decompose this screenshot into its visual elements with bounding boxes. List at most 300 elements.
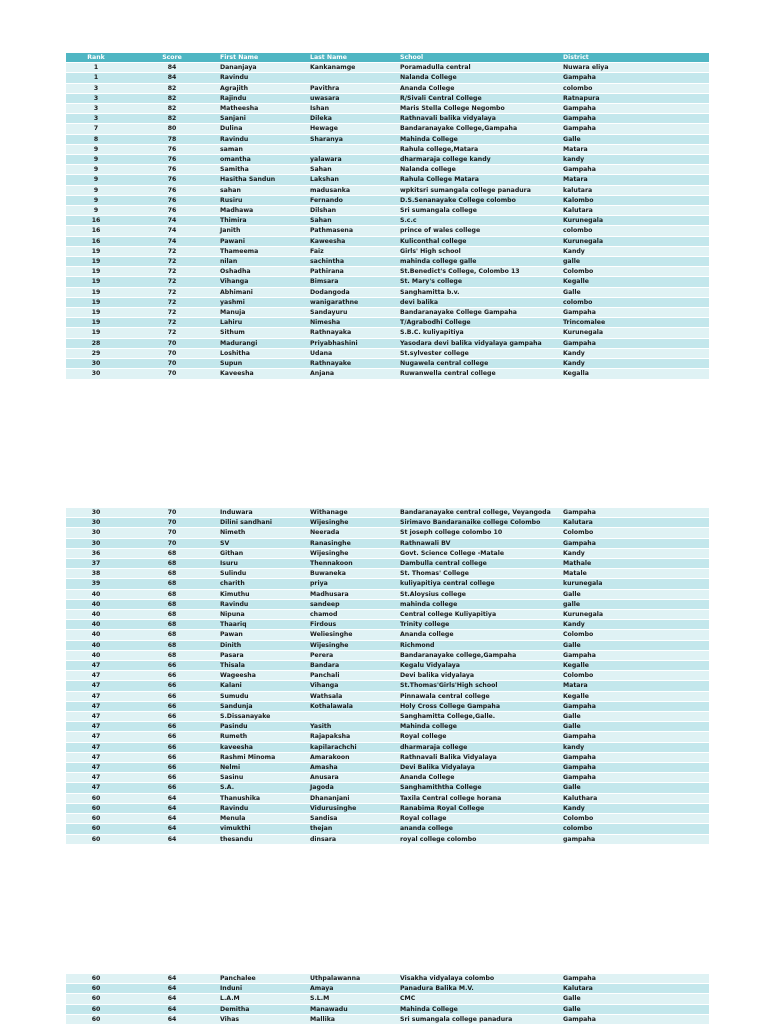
cell-last-name: [308, 73, 398, 83]
cell-rank: 47: [66, 681, 126, 691]
cell-first-name: Kalani: [218, 681, 308, 691]
cell-score: 66: [126, 783, 218, 793]
cell-rank: 9: [66, 144, 126, 154]
cell-district: Kurunegala: [561, 610, 709, 620]
cell-rank: 36: [66, 548, 126, 558]
cell-last-name: Pathmasena: [308, 226, 398, 236]
cell-score: 68: [126, 559, 218, 569]
table-row: [66, 216, 709, 226]
cell-district: Galle: [561, 712, 709, 722]
cell-first-name: Ravindu: [218, 73, 308, 83]
cell-first-name: Sulindu: [218, 569, 308, 579]
table-row: [66, 114, 709, 124]
cell-rank: 9: [66, 165, 126, 175]
cell-district: Kandy: [561, 246, 709, 256]
cell-school: Yasodara devi balika vidyalaya gampaha: [398, 338, 561, 348]
cell-district: Kegalle: [561, 691, 709, 701]
cell-school: Bandaranayake College,Gampaha: [398, 124, 561, 134]
table-row: [66, 93, 709, 103]
table-row: [66, 236, 709, 246]
cell-first-name: Wageesha: [218, 671, 308, 681]
table-row: [66, 559, 709, 569]
table-row: [66, 773, 709, 783]
cell-school: Girls' High school: [398, 246, 561, 256]
cell-rank: 60: [66, 1004, 126, 1014]
table-row: [66, 783, 709, 793]
cell-rank: 19: [66, 328, 126, 338]
cell-district: Gampaha: [561, 773, 709, 783]
table-row: [66, 610, 709, 620]
cell-district: Kurunegala: [561, 328, 709, 338]
cell-first-name: Samitha: [218, 165, 308, 175]
cell-first-name: Hasitha Sandun: [218, 175, 308, 185]
cell-district: Gampaha: [561, 752, 709, 762]
cell-first-name: Githan: [218, 548, 308, 558]
cell-first-name: sahan: [218, 185, 308, 195]
cell-first-name: Thanushika: [218, 793, 308, 803]
cell-last-name: Udana: [308, 348, 398, 358]
cell-last-name: wanigarathne: [308, 297, 398, 307]
cell-first-name: Pasara: [218, 650, 308, 660]
cell-rank: 47: [66, 671, 126, 681]
cell-score: 64: [126, 1014, 218, 1024]
cell-score: 64: [126, 974, 218, 984]
cell-score: 70: [126, 369, 218, 379]
cell-last-name: Dileka: [308, 114, 398, 124]
table-row: [66, 620, 709, 630]
cell-score: 84: [126, 73, 218, 83]
cell-school: Sri sumangala college panadura: [398, 1014, 561, 1024]
cell-score: 68: [126, 640, 218, 650]
cell-school: mahinda college: [398, 599, 561, 609]
cell-last-name: Rathnayake: [308, 359, 398, 369]
ranking-table-3: [66, 974, 709, 1025]
cell-school: Kegalu Vidyalaya: [398, 661, 561, 671]
table-row: [66, 165, 709, 175]
cell-rank: 16: [66, 226, 126, 236]
cell-score: 70: [126, 348, 218, 358]
cell-last-name: Anjana: [308, 369, 398, 379]
cell-school: Sri sumangala college: [398, 206, 561, 216]
cell-rank: 47: [66, 773, 126, 783]
cell-rank: 1: [66, 73, 126, 83]
cell-district: colombo: [561, 824, 709, 834]
cell-last-name: Wijesinghe: [308, 518, 398, 528]
cell-school: Ranabima Royal College: [398, 803, 561, 813]
table-row: [66, 763, 709, 773]
cell-last-name: Wathsala: [308, 691, 398, 701]
cell-first-name: Madurangi: [218, 338, 308, 348]
cell-district: Gampaha: [561, 974, 709, 984]
cell-rank: 9: [66, 206, 126, 216]
cell-school: Bandaranayake college,Gampaha: [398, 650, 561, 660]
cell-rank: 60: [66, 994, 126, 1004]
cell-score: 72: [126, 287, 218, 297]
cell-first-name: Lahiru: [218, 318, 308, 328]
cell-last-name: Firdous: [308, 620, 398, 630]
cell-district: Matara: [561, 144, 709, 154]
cell-score: 70: [126, 528, 218, 538]
cell-school: St.Aloysius college: [398, 589, 561, 599]
cell-last-name: Anusara: [308, 773, 398, 783]
table-row: [66, 1004, 709, 1014]
cell-score: 66: [126, 763, 218, 773]
cell-first-name: Pasindu: [218, 722, 308, 732]
table-row: [66, 701, 709, 711]
cell-school: St. Mary's college: [398, 277, 561, 287]
cell-first-name: Panchalee: [218, 974, 308, 984]
cell-rank: 60: [66, 984, 126, 994]
cell-school: St.Thomas'Girls'High school: [398, 681, 561, 691]
table-row: [66, 742, 709, 752]
table-row: [66, 984, 709, 994]
table-row: [66, 267, 709, 277]
cell-score: 64: [126, 994, 218, 1004]
cell-first-name: Demitha: [218, 1004, 308, 1014]
cell-school: devi balika: [398, 297, 561, 307]
cell-rank: 19: [66, 318, 126, 328]
cell-district: Colombo: [561, 528, 709, 538]
cell-last-name: Pavithra: [308, 83, 398, 93]
cell-district: Gampaha: [561, 732, 709, 742]
cell-score: 66: [126, 742, 218, 752]
cell-school: ananda college: [398, 824, 561, 834]
cell-first-name: Isuru: [218, 559, 308, 569]
table-row: [66, 681, 709, 691]
cell-first-name: thesandu: [218, 834, 308, 844]
cell-district: Kandy: [561, 803, 709, 813]
cell-first-name: Dinith: [218, 640, 308, 650]
cell-first-name: Thameema: [218, 246, 308, 256]
cell-district: Kegalle: [561, 277, 709, 287]
cell-last-name: Panchali: [308, 671, 398, 681]
cell-first-name: Thisala: [218, 661, 308, 671]
cell-first-name: Nelmi: [218, 763, 308, 773]
cell-first-name: Abhimani: [218, 287, 308, 297]
cell-district: Galle: [561, 1004, 709, 1014]
table-row: [66, 528, 709, 538]
table-row: [66, 195, 709, 205]
cell-first-name: kaveesha: [218, 742, 308, 752]
cell-rank: 7: [66, 124, 126, 134]
cell-first-name: Nipuna: [218, 610, 308, 620]
cell-last-name: Amaya: [308, 984, 398, 994]
cell-school: T/Agrabodhi College: [398, 318, 561, 328]
table-row: [66, 752, 709, 762]
cell-school: Trinity college: [398, 620, 561, 630]
cell-district: Kandy: [561, 348, 709, 358]
table-row: [66, 155, 709, 165]
cell-first-name: saman: [218, 144, 308, 154]
cell-last-name: Nimesha: [308, 318, 398, 328]
cell-last-name: Faiz: [308, 246, 398, 256]
cell-first-name: Supun: [218, 359, 308, 369]
cell-rank: 8: [66, 134, 126, 144]
table-row: [66, 650, 709, 660]
cell-rank: 19: [66, 277, 126, 287]
cell-last-name: Sandayuru: [308, 308, 398, 318]
cell-first-name: L.A.M: [218, 994, 308, 1004]
cell-school: Mahinda college: [398, 722, 561, 732]
cell-rank: 60: [66, 824, 126, 834]
cell-district: Matara: [561, 681, 709, 691]
cell-rank: 3: [66, 93, 126, 103]
table-row: [66, 257, 709, 267]
cell-score: 70: [126, 518, 218, 528]
cell-last-name: Vidurusinghe: [308, 803, 398, 813]
table-row: [66, 73, 709, 83]
cell-last-name: Uthpalawanna: [308, 974, 398, 984]
cell-school: Govt. Science College -Matale: [398, 548, 561, 558]
cell-score: 66: [126, 701, 218, 711]
cell-school: Rathnawali BV: [398, 538, 561, 548]
cell-district: kurunegala: [561, 579, 709, 589]
cell-rank: 30: [66, 508, 126, 518]
cell-school: R/Sivali Central College: [398, 93, 561, 103]
table-row: [66, 308, 709, 318]
cell-school: Sirimavo Bandaranaike college Colombo: [398, 518, 561, 528]
cell-first-name: vimukthi: [218, 824, 308, 834]
cell-last-name: Vihanga: [308, 681, 398, 691]
cell-last-name: Kaweesha: [308, 236, 398, 246]
table-row: [66, 206, 709, 216]
cell-first-name: Dananjaya: [218, 63, 308, 73]
table-row: [66, 814, 709, 824]
cell-district: Gampaha: [561, 114, 709, 124]
cell-district: Kandy: [561, 548, 709, 558]
cell-score: 76: [126, 195, 218, 205]
cell-rank: 19: [66, 257, 126, 267]
cell-score: 66: [126, 661, 218, 671]
cell-last-name: Sandisa: [308, 814, 398, 824]
cell-rank: 47: [66, 712, 126, 722]
cell-score: 72: [126, 318, 218, 328]
cell-district: Kurunegala: [561, 216, 709, 226]
table-row: [66, 518, 709, 528]
cell-district: Galle: [561, 134, 709, 144]
cell-school: Pinnawala central college: [398, 691, 561, 701]
cell-district: Colombo: [561, 267, 709, 277]
cell-last-name: Bandara: [308, 661, 398, 671]
table-row: [66, 1014, 709, 1024]
cell-first-name: Ravindu: [218, 803, 308, 813]
table-row: [66, 599, 709, 609]
cell-score: 72: [126, 297, 218, 307]
cell-school: Royal collage: [398, 814, 561, 824]
cell-first-name: Kaveesha: [218, 369, 308, 379]
cell-last-name: Rajapaksha: [308, 732, 398, 742]
cell-rank: 47: [66, 661, 126, 671]
cell-school: Bandaranayake central college, Veyangoda: [398, 508, 561, 518]
cell-rank: 9: [66, 155, 126, 165]
table-row: [66, 508, 709, 518]
cell-rank: 60: [66, 814, 126, 824]
cell-school: Sanghamitta College,Galle.: [398, 712, 561, 722]
cell-rank: 40: [66, 610, 126, 620]
table-row: [66, 569, 709, 579]
cell-score: 68: [126, 589, 218, 599]
cell-last-name: Amarakoon: [308, 752, 398, 762]
cell-school: Taxila Central college horana: [398, 793, 561, 803]
cell-score: 72: [126, 277, 218, 287]
cell-school: Mahinda College: [398, 1004, 561, 1014]
cell-first-name: Thimira: [218, 216, 308, 226]
cell-district: Colombo: [561, 814, 709, 824]
cell-last-name: Wijesinghe: [308, 548, 398, 558]
cell-district: Kandy: [561, 359, 709, 369]
cell-last-name: Hewage: [308, 124, 398, 134]
table-row: [66, 579, 709, 589]
cell-rank: 30: [66, 528, 126, 538]
cell-score: 66: [126, 671, 218, 681]
cell-first-name: nilan: [218, 257, 308, 267]
cell-last-name: Amasha: [308, 763, 398, 773]
cell-first-name: Nimeth: [218, 528, 308, 538]
cell-rank: 19: [66, 287, 126, 297]
table-row: [66, 974, 709, 984]
cell-score: 66: [126, 732, 218, 742]
cell-last-name: Buwaneka: [308, 569, 398, 579]
cell-school: Richmond: [398, 640, 561, 650]
cell-rank: 47: [66, 783, 126, 793]
cell-last-name: [308, 712, 398, 722]
cell-score: 82: [126, 104, 218, 114]
cell-last-name: Ishan: [308, 104, 398, 114]
cell-last-name: kapilarachchi: [308, 742, 398, 752]
cell-school: Ananda College: [398, 773, 561, 783]
cell-district: Gampaha: [561, 338, 709, 348]
cell-score: 68: [126, 630, 218, 640]
cell-district: Kegalle: [561, 661, 709, 671]
cell-score: 82: [126, 114, 218, 124]
cell-first-name: S.A.: [218, 783, 308, 793]
table-row: [66, 640, 709, 650]
table-row: [66, 732, 709, 742]
cell-score: 70: [126, 359, 218, 369]
cell-score: 76: [126, 185, 218, 195]
header-rank: Rank: [66, 53, 126, 63]
cell-rank: 28: [66, 338, 126, 348]
cell-rank: 40: [66, 589, 126, 599]
header-last-name: Last Name: [308, 53, 398, 63]
cell-score: 76: [126, 155, 218, 165]
cell-district: Nuwara eliya: [561, 63, 709, 73]
cell-rank: 47: [66, 752, 126, 762]
cell-last-name: Rathnayaka: [308, 328, 398, 338]
cell-score: 64: [126, 834, 218, 844]
cell-first-name: Matheesha: [218, 104, 308, 114]
cell-school: St. Thomas' College: [398, 569, 561, 579]
cell-first-name: Oshadha: [218, 267, 308, 277]
table-row: [66, 277, 709, 287]
cell-district: kandy: [561, 742, 709, 752]
cell-rank: 60: [66, 974, 126, 984]
cell-district: Matara: [561, 175, 709, 185]
cell-rank: 19: [66, 308, 126, 318]
cell-score: 72: [126, 328, 218, 338]
cell-district: Gampaha: [561, 73, 709, 83]
cell-rank: 38: [66, 569, 126, 579]
cell-school: dharmaraja college kandy: [398, 155, 561, 165]
cell-district: Galle: [561, 994, 709, 1004]
table-row: [66, 538, 709, 548]
cell-last-name: thejan: [308, 824, 398, 834]
cell-district: Kalutara: [561, 518, 709, 528]
cell-district: galle: [561, 599, 709, 609]
cell-rank: 40: [66, 640, 126, 650]
cell-last-name: Yasith: [308, 722, 398, 732]
cell-first-name: Rumeth: [218, 732, 308, 742]
cell-rank: 40: [66, 599, 126, 609]
cell-school: Devi balika vidyalaya: [398, 671, 561, 681]
table-row: [66, 338, 709, 348]
table-row: [66, 691, 709, 701]
cell-first-name: Vihas: [218, 1014, 308, 1024]
cell-school: Visakha vidyalaya colombo: [398, 974, 561, 984]
cell-first-name: Dilini sandhani: [218, 518, 308, 528]
cell-district: Kalutara: [561, 206, 709, 216]
cell-district: Trincomalee: [561, 318, 709, 328]
cell-school: Kuliconthal college: [398, 236, 561, 246]
cell-rank: 40: [66, 630, 126, 640]
cell-last-name: Bimsara: [308, 277, 398, 287]
cell-score: 72: [126, 308, 218, 318]
cell-rank: 30: [66, 518, 126, 528]
cell-first-name: Pawani: [218, 236, 308, 246]
cell-rank: 30: [66, 369, 126, 379]
table-row: [66, 287, 709, 297]
cell-school: dharmaraja college: [398, 742, 561, 752]
table-row: [66, 83, 709, 93]
cell-first-name: Sithum: [218, 328, 308, 338]
cell-school: Rathnavali Balika Vidyalaya: [398, 752, 561, 762]
cell-school: Bandaranayake College Gampaha: [398, 308, 561, 318]
cell-score: 74: [126, 226, 218, 236]
cell-last-name: Wijesinghe: [308, 640, 398, 650]
cell-last-name: Jagoda: [308, 783, 398, 793]
cell-school: Ruwanwella central college: [398, 369, 561, 379]
cell-score: 64: [126, 984, 218, 994]
cell-rank: 60: [66, 1014, 126, 1024]
cell-district: Ratnapura: [561, 93, 709, 103]
cell-rank: 47: [66, 742, 126, 752]
cell-district: Gampaha: [561, 165, 709, 175]
table-row: [66, 328, 709, 338]
cell-score: 66: [126, 722, 218, 732]
cell-score: 66: [126, 712, 218, 722]
table-header-row: [66, 53, 709, 63]
cell-first-name: Rusiru: [218, 195, 308, 205]
cell-school: Panadura Balika M.V.: [398, 984, 561, 994]
cell-score: 72: [126, 246, 218, 256]
cell-first-name: omantha: [218, 155, 308, 165]
cell-score: 70: [126, 508, 218, 518]
table-row: [66, 712, 709, 722]
table-row: [66, 348, 709, 358]
cell-score: 68: [126, 548, 218, 558]
cell-rank: 19: [66, 297, 126, 307]
cell-school: Mahinda College: [398, 134, 561, 144]
cell-last-name: chamod: [308, 610, 398, 620]
cell-district: Kalombo: [561, 195, 709, 205]
cell-school: Ananda College: [398, 83, 561, 93]
cell-school: Holy Cross College Gampaha: [398, 701, 561, 711]
cell-score: 70: [126, 338, 218, 348]
cell-score: 68: [126, 599, 218, 609]
cell-score: 68: [126, 650, 218, 660]
cell-last-name: Fernando: [308, 195, 398, 205]
cell-rank: 39: [66, 579, 126, 589]
